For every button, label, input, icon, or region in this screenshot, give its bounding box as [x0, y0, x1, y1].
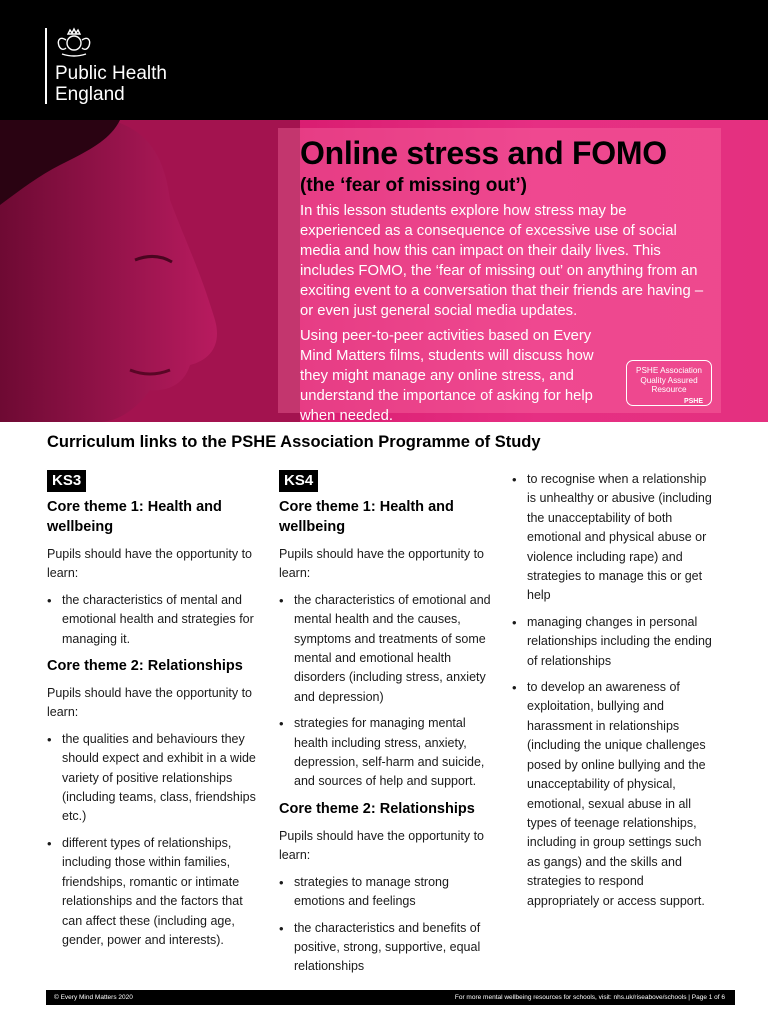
- intro-paragraph-1: In this lesson students explore how stress may be experienced as a consequence of excessive use of social media and how this can impact on their daily lives. This includes FOMO, the ‘fear of missing out’ on anything from an exciting event to a conversation that their friends are having – or even just general social media updates.: [300, 203, 704, 319]
- footer-resources-text: For more mental wellbeing resources for schools, visit: nhs.uk/riseabove/schools | Page 1 of 6: [454, 994, 725, 1001]
- ks3-label: KS3: [47, 470, 86, 492]
- ks4-theme1-list: [279, 591, 494, 792]
- list-item: • strategies for managing mental health including stress, anxiety, depression, self-harm and suicide, and sources of help and support.: [279, 714, 494, 792]
- list-item: • the characteristics of emotional and mental health and the causes, symptoms and treatments of some mental and emotional health disorders (including stress, anxiety and depression): [279, 591, 494, 707]
- badge-line-2: Quality Assured: [640, 375, 698, 385]
- list-item: • the characteristics and benefits of positive, strong, supportive, equal relationships: [279, 919, 494, 977]
- organisation-name: [55, 63, 167, 105]
- ks4-column: [279, 470, 494, 984]
- page-title: Online stress and FOMO: [300, 135, 667, 171]
- ks3-theme2-intro: Pupils should have the opportunity to learn:: [47, 686, 252, 720]
- ks4-theme2-list: [279, 873, 494, 977]
- page-subtitle: (the ‘fear of missing out’): [300, 175, 527, 196]
- ks4-label: KS4: [279, 470, 318, 492]
- ks4-continued-column: [512, 470, 717, 918]
- ks4-theme1-intro: Pupils should have the opportunity to learn:: [279, 547, 484, 581]
- footer-bar: [46, 990, 735, 1005]
- brand-divider: [45, 28, 47, 104]
- pshe-logo: PSHE: [683, 397, 703, 405]
- list-item: • the characteristics of mental and emotional health and strategies for managing it.: [47, 591, 257, 649]
- curriculum-heading: Curriculum links to the PSHE Association Programme of Study: [47, 433, 541, 451]
- ks4-theme2-heading: Core theme 2: Relationships: [279, 800, 475, 817]
- ks3-theme1-intro: Pupils should have the opportunity to learn:: [47, 547, 252, 581]
- ks3-theme2-list: [47, 730, 257, 950]
- list-item: • the qualities and behaviours they should expect and exhibit in a wide variety of positive relationships (including teams, class, friendships etc.): [47, 730, 257, 827]
- list-item: • to recognise when a relationship is unhealthy or abusive (including the unacceptability of both emotional and physical abuse or violence including rape) and strategies to manage this or get help: [512, 470, 717, 606]
- header-bar: [0, 0, 768, 120]
- list-item: • different types of relationships, including those within families, friendships, romantic or intimate relationships and the factors that can affect these (including age, gender, power and interests).: [47, 834, 257, 950]
- student-portrait-image: [0, 120, 300, 422]
- ks4-theme2-list-continued: [512, 470, 717, 911]
- ks3-theme1-list: [47, 591, 257, 649]
- royal-crest-icon: [52, 26, 96, 58]
- intro-paragraph-2: Using peer-to-peer activities based on Every Mind Matters films, students will discuss how they might manage any online stress, and understand the importance of asking for help when needed.: [300, 328, 594, 424]
- ks4-theme1-heading: Core theme 1: Health and wellbeing: [279, 499, 454, 535]
- org-line-2: England: [55, 84, 125, 105]
- ks4-theme2-intro: Pupils should have the opportunity to learn:: [279, 828, 484, 863]
- badge-line-3: Resource: [651, 385, 687, 394]
- ks3-column: [47, 470, 257, 957]
- list-item: • to develop an awareness of exploitation, bullying and harassment in relationships (including the unique challenges posed by online bullying and the unacceptability of physical, emotional, sexual abuse in all types of teenage relationships, including in group settings such as gangs) and the skills and strategies to respond appropriately or access support.: [512, 678, 717, 911]
- list-item: • managing changes in personal relationships including the ending of relationships: [512, 613, 717, 671]
- ks3-theme1-heading: Core theme 1: Health and wellbeing: [47, 499, 222, 535]
- badge-line-1: PSHE Association: [636, 366, 702, 375]
- pshe-quality-badge: [626, 360, 712, 406]
- org-line-1: Public Health: [55, 63, 167, 84]
- copyright-text: © Every Mind Matters 2020: [54, 994, 133, 1001]
- list-item: • strategies to manage strong emotions and feelings: [279, 873, 494, 912]
- ks3-theme2-heading: Core theme 2: Relationships: [47, 658, 243, 675]
